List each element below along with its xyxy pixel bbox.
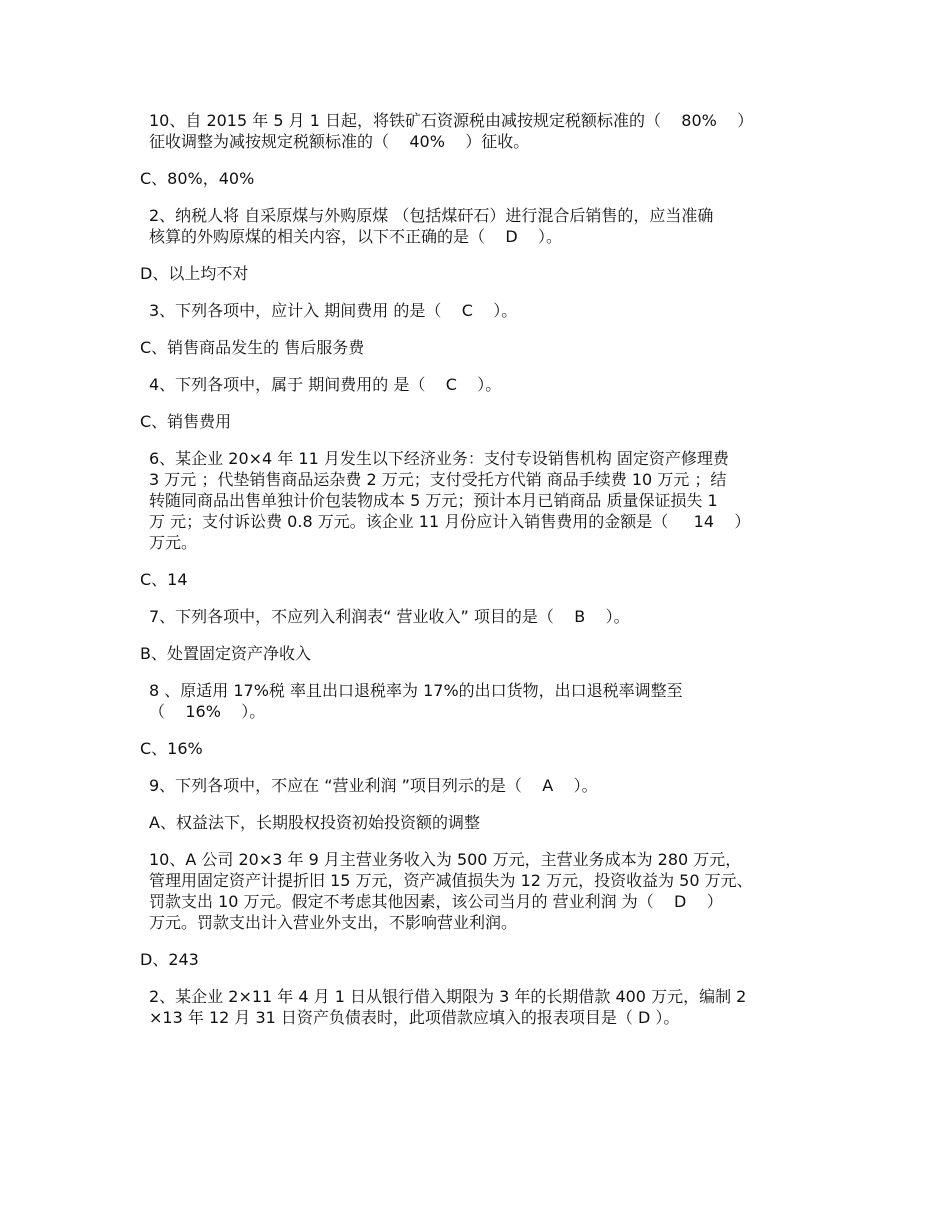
text-line: 4、下列各项中，属于 期间费用的 是（ C ）。 — [149, 375, 502, 394]
text-line: 8 、原适用 17%税 率且出口退税率为 17%的出口货物，出口退税率调整至 — [149, 681, 683, 700]
text-line: C、80%，40% — [140, 169, 255, 188]
answer-paragraph — [140, 168, 830, 189]
text-line: 3、下列各项中，应计入 期间费用 的是（ C ）。 — [149, 301, 518, 320]
answer-paragraph — [140, 738, 830, 759]
answer-paragraph — [140, 411, 830, 432]
answer-paragraph — [140, 643, 830, 664]
text-line: 万元。 — [149, 533, 198, 552]
text-line: C、14 — [140, 570, 188, 589]
answer-paragraph — [140, 569, 830, 590]
text-line: 管理用固定资产计提折旧 15 万元，资产减值损失为 12 万元，投资收益为 50 万元、 — [149, 871, 753, 890]
text-line: 核算的外购原煤的相关内容，以下不正确的是（ D ）。 — [149, 227, 563, 246]
text-line: 6、某企业 20×4 年 11 月发生以下经济业务：支付专设销售机构 固定资产修理费 — [149, 449, 729, 468]
question-paragraph — [140, 986, 830, 1028]
text-line: 3 万元 ；代垫销售商品运杂费 2 万元；支付受托方代销 商品手续费 10 万元 ；结 — [149, 470, 727, 489]
text-line: B、处置固定资产净收入 — [140, 644, 311, 663]
text-line: A、权益法下，长期股权投资初始投资额的调整 — [149, 813, 480, 832]
text-line: 征收调整为减按规定税额标准的（ 40% ）征收。 — [149, 132, 530, 151]
answer-paragraph — [140, 263, 830, 284]
question-paragraph — [140, 448, 830, 553]
answer-paragraph — [140, 812, 830, 833]
text-line: C、销售商品发生的 售后服务费 — [140, 338, 365, 357]
answer-paragraph — [140, 949, 830, 970]
text-line: ×13 年 12 月 31 日资产负债表时，此项借款应填入的报表项目是（ D ）。 — [149, 1008, 680, 1027]
text-line: 7、下列各项中，不应列入利润表“ 营业收入” 项目的是（ B ）。 — [149, 607, 630, 626]
question-paragraph — [140, 606, 830, 627]
text-line: 万元。罚款支出计入营业外支出，不影响营业利润。 — [149, 913, 518, 932]
text-line: 2、某企业 2×11 年 4 月 1 日从银行借入期限为 3 年的长期借款 400 万元，编制 2 — [149, 987, 747, 1006]
text-line: D、以上均不对 — [140, 264, 249, 283]
question-paragraph — [140, 775, 830, 796]
question-paragraph — [140, 300, 830, 321]
text-line: 10、自 2015 年 5 月 1 日起，将铁矿石资源税由减按规定税额标准的（ 80% ） — [149, 111, 754, 130]
text-line: 万 元；支付诉讼费 0.8 万元。该企业 11 月份应计入销售费用的金额是（ 14 ） — [149, 512, 751, 531]
text-line: 2、纳税人将 自采原煤与外购原煤 （包括煤矸石）进行混合后销售的，应当准确 — [149, 206, 714, 225]
question-paragraph — [140, 680, 830, 722]
text-line: 转随同商品出售单独计价包装物成本 5 万元；预计本月已销商品 质量保证损失 1 — [149, 491, 718, 510]
question-paragraph — [140, 205, 830, 247]
text-line: 10、A 公司 20×3 年 9 月主营业务收入为 500 万元，主营业务成本为 280 万元， — [149, 850, 742, 869]
text-line: 9、下列各项中，不应在 “营业利润 ”项目列示的是（ A ）。 — [149, 776, 598, 795]
document-body — [140, 110, 830, 1044]
answer-paragraph — [140, 337, 830, 358]
text-line: C、16% — [140, 739, 203, 758]
text-line: C、销售费用 — [140, 412, 232, 431]
question-paragraph — [140, 849, 830, 933]
text-line: 罚款支出 10 万元。假定不考虑其他因素，该公司当月的 营业利润 为（ D ） — [149, 892, 723, 911]
text-line: （ 16% ）。 — [149, 702, 266, 721]
question-paragraph — [140, 110, 830, 152]
question-paragraph — [140, 374, 830, 395]
text-line: D、243 — [140, 950, 199, 969]
